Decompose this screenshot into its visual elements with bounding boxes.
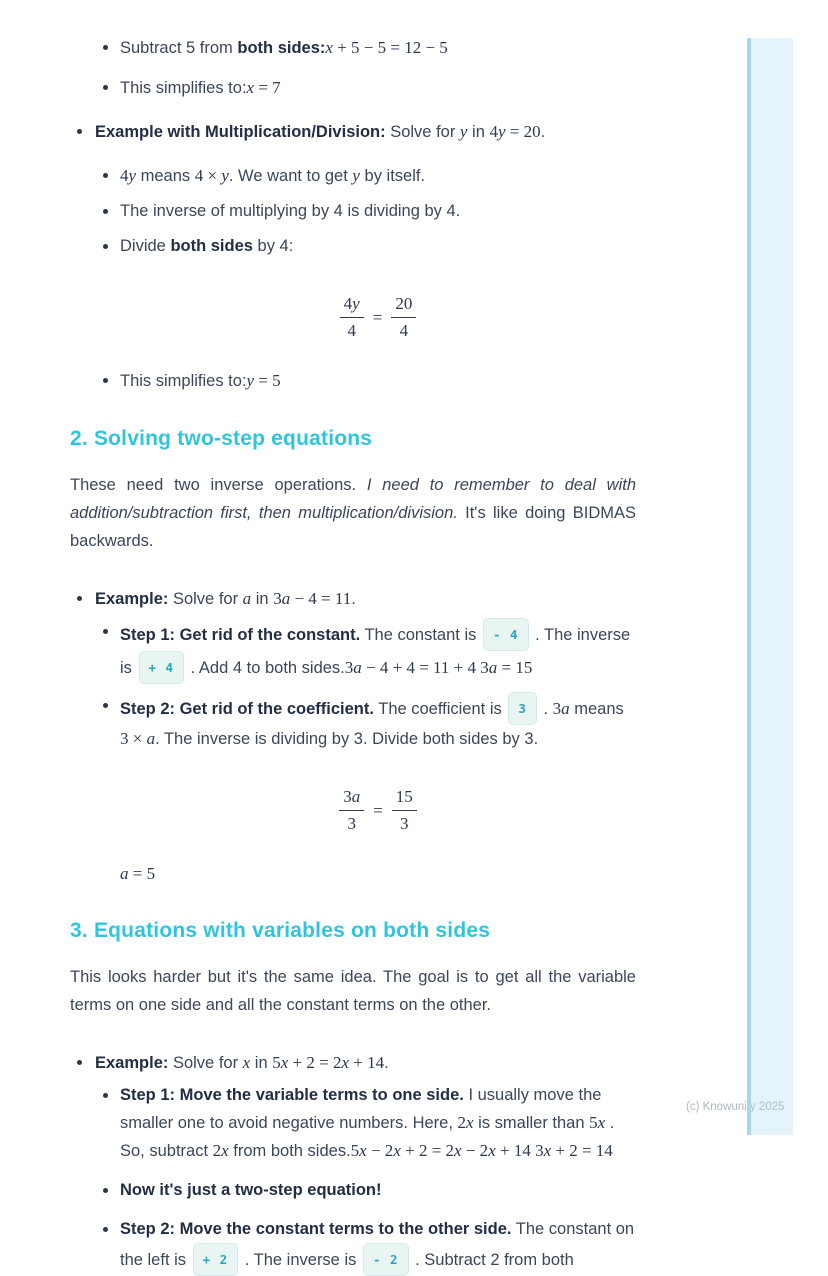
- math-run: 4y = 20: [489, 122, 541, 141]
- list-item-text: [120, 1177, 382, 1204]
- text-run: . The inverse is: [120, 626, 631, 677]
- text-run: Divide: [120, 237, 171, 255]
- bold-text-run: Now it's just a two-step equation!: [120, 1181, 382, 1199]
- text-run: means: [136, 167, 195, 185]
- bullet-dot: [103, 378, 108, 383]
- text-run: The coefficient is: [373, 700, 507, 718]
- bold-text-run: Example:: [95, 1054, 169, 1072]
- bullet-dot: [103, 85, 108, 90]
- term-badge: - 2: [363, 1243, 409, 1276]
- text-run: . The inverse is dividing by 3. Divide both sides by 3.: [155, 730, 539, 748]
- list-item-text: [120, 233, 293, 260]
- fraction: [339, 787, 364, 834]
- bullet-dot: [103, 703, 108, 708]
- section-heading: 3. Equations with variables on both sides: [70, 919, 491, 942]
- math-run: a: [242, 589, 252, 608]
- equation-display: [95, 294, 661, 341]
- list-item: [70, 198, 636, 225]
- list-item-text: [95, 1049, 389, 1077]
- text-run: .: [538, 700, 553, 718]
- list-item: [70, 1049, 636, 1077]
- fraction: [391, 294, 416, 341]
- list-item: [70, 367, 636, 395]
- text-run: . We want to get: [228, 167, 353, 185]
- fraction-denominator: 3: [400, 814, 409, 833]
- list-item: [70, 618, 636, 684]
- text-run: in: [251, 590, 274, 608]
- list-item: [70, 1216, 636, 1276]
- bold-text-run: both sides:: [237, 39, 326, 57]
- bullet-dot: [103, 173, 108, 178]
- text-run: is smaller than: [473, 1114, 590, 1132]
- bold-text-run: Step 2: Get rid of the coefficient.: [120, 700, 374, 718]
- list-item-text: [120, 34, 448, 62]
- fraction-numerator: 3a: [339, 787, 364, 811]
- text-run: in: [250, 1054, 273, 1072]
- math-run: 3a: [552, 699, 570, 718]
- text-run: The inverse of multiplying by 4 is dividing by 4.: [120, 202, 461, 220]
- paragraph: [70, 963, 636, 1019]
- text-run: . The inverse is: [240, 1251, 361, 1269]
- bold-text-run: Step 1: Move the variable terms to one side.: [120, 1086, 464, 1104]
- text-run: This looks harder but it's the same idea. The goal is to get all the variable terms on one side and all the constant terms on the other.: [70, 968, 636, 1014]
- list-item: [70, 118, 636, 146]
- bullet-dot: [103, 1227, 108, 1232]
- math-run: 2x: [212, 1141, 229, 1160]
- list-item-text: [95, 585, 356, 613]
- equals-sign: =: [372, 307, 383, 327]
- list-item-text: [120, 1216, 636, 1276]
- equals-sign: =: [373, 800, 383, 820]
- term-badge: - 4: [483, 618, 529, 651]
- text-run: This simplifies to:: [120, 372, 247, 390]
- equation-display: [95, 787, 661, 834]
- fraction-numerator: 15: [392, 787, 417, 811]
- math-run: 3 × a: [120, 729, 156, 748]
- text-run: The constant is: [360, 626, 481, 644]
- text-run: These need two inverse operations.: [70, 476, 367, 494]
- list-item-text: [120, 692, 636, 753]
- list-item: [70, 162, 636, 190]
- text-run: in: [467, 123, 490, 141]
- text-run: It's like doing BIDMAS backwards.: [70, 504, 636, 550]
- text-run: by 4:: [252, 237, 294, 255]
- math-run: 4y: [120, 166, 137, 185]
- fraction: [392, 787, 417, 834]
- text-run: Solve for: [385, 123, 460, 141]
- bullet-dot: [103, 209, 108, 214]
- math-run: 3a − 4 + 4 = 11 + 4 3a = 15: [344, 658, 533, 677]
- math-run: 5x + 2 = 2x + 14: [272, 1053, 385, 1072]
- bullet-dot: [103, 45, 108, 50]
- text-run: .: [540, 123, 546, 141]
- list-item: [70, 585, 636, 613]
- term-badge: + 2: [193, 1243, 239, 1276]
- highlight-bar: [747, 38, 793, 1135]
- bullet-dot: [77, 129, 82, 134]
- list-item: [70, 34, 636, 62]
- section-heading: 2. Solving two-step equations: [70, 427, 373, 450]
- italic-text-run: I need to remember to deal with addition/subtraction first, then multiplication/division.: [70, 476, 636, 522]
- math-run: y = 5: [246, 371, 281, 390]
- watermark: (c) Knowunity 2025: [686, 1101, 785, 1113]
- fraction-numerator: 20: [391, 294, 416, 318]
- math-run: x + 5 − 5 = 12 − 5: [325, 38, 448, 57]
- math-run: x = 7: [246, 78, 281, 97]
- list-item-text: [120, 618, 636, 684]
- list-item: [70, 1082, 636, 1165]
- list-item-text: [120, 367, 281, 395]
- bold-text-run: Example with Multiplication/Division:: [95, 123, 386, 141]
- text-run: means: [569, 700, 624, 718]
- bullet-dot: [77, 1060, 82, 1065]
- text-run: Subtract 5 from: [120, 39, 238, 57]
- fraction-denominator: 4: [347, 321, 356, 340]
- text-run: . Subtract 2 from both: [410, 1251, 574, 1269]
- bold-text-run: Step 2: Move the constant terms to the other side.: [120, 1220, 512, 1238]
- math-run: 4 × y: [194, 166, 229, 185]
- math-run: x: [242, 1053, 251, 1072]
- text-run: Solve for: [168, 1054, 243, 1072]
- math-run: y: [352, 166, 360, 185]
- text-run: Solve for: [168, 590, 243, 608]
- paragraph: [70, 471, 636, 555]
- list-item: [70, 74, 636, 102]
- bullet-dot: [103, 1188, 108, 1193]
- list-item: [70, 1177, 636, 1204]
- text-run: by itself.: [359, 167, 426, 185]
- fraction-denominator: 4: [399, 321, 409, 340]
- list-item: [70, 692, 636, 753]
- bullet-dot: [77, 596, 82, 601]
- list-item-text: [120, 198, 460, 225]
- math-run: y: [459, 122, 468, 141]
- bold-text-run: both sides: [170, 237, 253, 255]
- list-item-text: [95, 118, 545, 146]
- math-run: 3a − 4 = 11: [273, 589, 352, 608]
- list-item: [70, 233, 636, 260]
- list-item-text: [120, 1082, 636, 1165]
- text-run: This simplifies to:: [120, 79, 247, 97]
- list-item-text: [120, 162, 425, 190]
- text-run: The constant on the left is: [120, 1220, 635, 1269]
- text-run: . Add 4 to both sides.: [186, 659, 345, 677]
- bullet-dot: [103, 1093, 108, 1098]
- bold-text-run: Example:: [95, 590, 169, 608]
- notes-content: [70, 34, 636, 1276]
- math-result-line: a = 5: [120, 864, 156, 883]
- text-run: . So, subtract: [120, 1114, 615, 1160]
- fraction-denominator: 3: [347, 814, 356, 833]
- text-run: .: [351, 590, 356, 608]
- bullet-dot: [103, 629, 108, 634]
- fraction: [340, 294, 364, 341]
- bullet-dot: [103, 244, 108, 249]
- text-run: I usually move the smaller one to avoid negative numbers. Here,: [120, 1086, 602, 1132]
- math-run: 5x: [589, 1113, 606, 1132]
- math-run: 2x: [457, 1113, 474, 1132]
- term-badge: 3: [508, 692, 537, 725]
- text-run: from both sides.: [228, 1142, 351, 1160]
- list-item-text: [120, 74, 281, 102]
- bold-text-run: Step 1: Get rid of the constant.: [120, 626, 361, 644]
- text-run: .: [384, 1054, 389, 1072]
- math-run: 5x − 2x + 2 = 2x − 2x + 14 3x + 2 = 14: [350, 1141, 613, 1160]
- fraction-numerator: 4y: [340, 294, 364, 318]
- term-badge: + 4: [139, 651, 185, 684]
